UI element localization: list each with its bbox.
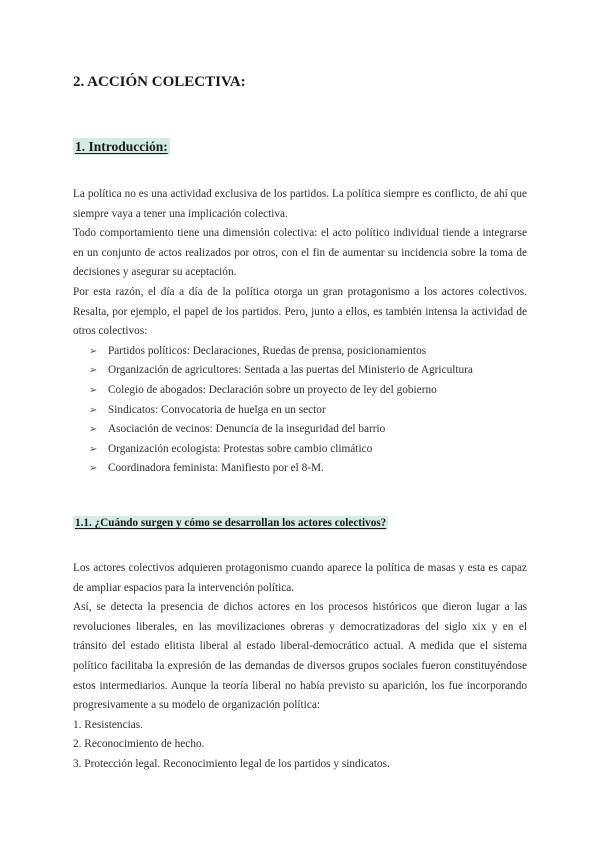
sub-paragraph: Así, se detecta la presencia de dichos actores en los procesos históricos que dieron lugar a las revoluciones liberales, en las movilizaciones obreras y democratizadoras del siglo xix y en el tránsito del estado elitista liberal al estado liberal-democrático actual. A medida que el sistema político facilitaba la expresión de las demandas de diversos grupos sociales fueron constituyéndose estos intermediarios. Aunque la teoría liberal no había previsto su aparición, los fue incorporando progresivamente a su modelo de organización política: <box>73 601 527 712</box>
sub-paragraph: Los actores colectivos adquieren protagonismo cuando aparece la política de masas y esta es capaz de ampliar espacios para la intervención política. <box>73 562 527 594</box>
numbered-item: 1. Resistencias. <box>73 718 143 731</box>
collectives-list <box>73 342 527 479</box>
list-item <box>73 381 527 401</box>
sub-heading-text: 1.1. ¿Cuándo surgen y cómo se desarrollan los actores colectivos? <box>75 517 387 529</box>
intro-heading-text: 1. Introducción: <box>75 139 168 154</box>
list-item <box>73 361 527 381</box>
list-item <box>73 440 527 460</box>
arrow-bullet-icon: ➢ <box>89 384 98 396</box>
list-item <box>73 420 527 440</box>
sub-heading <box>73 517 388 529</box>
section-title-text: 2. ACCIÓN COLECTIVA: <box>73 74 246 90</box>
numbered-item: 3. Protección legal. Reconocimiento legal de los partidos y sindicatos. <box>73 757 390 770</box>
section-title <box>73 74 246 91</box>
intro-paragraph: La política no es una actividad exclusiva de los partidos. La política siempre es conflicto, de ahí que siempre vaya a tener una implicación colectiva. <box>73 188 527 220</box>
list-item-text: Partidos políticos: Declaraciones, Ruedas de prensa, posicionamientos <box>108 344 427 357</box>
intro-heading <box>73 139 170 155</box>
arrow-bullet-icon: ➢ <box>89 424 98 436</box>
arrow-bullet-icon: ➢ <box>89 443 98 455</box>
subsection <box>73 559 527 775</box>
numbered-item: 2. Reconocimiento de hecho. <box>73 738 205 751</box>
list-item-text: Sindicatos: Convocatoria de huelga en un sector <box>108 403 326 416</box>
list-item-text: Organización ecologista: Protestas sobre cambio climático <box>108 442 373 455</box>
list-item-text: Colegio de abogados: Declaración sobre un proyecto de ley del gobierno <box>108 383 437 396</box>
intro-paragraph: Todo comportamiento tiene una dimensión colectiva: el acto político individual tiende a integrarse en un conjunto de actos realizados por otros, con el fin de aumentar su incidencia sobre la toma de decisiones y asegurar su aceptación. <box>73 227 527 279</box>
arrow-bullet-icon: ➢ <box>89 404 98 416</box>
list-item-text: Asociación de vecinos: Denuncia de la inseguridad del barrio <box>108 423 386 436</box>
list-item <box>73 342 527 362</box>
numbered-list <box>73 716 527 775</box>
arrow-bullet-icon: ➢ <box>89 365 98 377</box>
list-item <box>73 401 527 421</box>
arrow-bullet-icon: ➢ <box>89 345 98 357</box>
arrow-bullet-icon: ➢ <box>89 463 98 475</box>
list-item-text: Coordinadora feminista: Manifiesto por el 8-M. <box>108 462 324 475</box>
intro-section <box>73 185 527 479</box>
list-item <box>73 459 527 479</box>
list-item-text: Organización de agricultores: Sentada a las puertas del Ministerio de Agricultura <box>108 364 473 377</box>
intro-paragraph: Por esta razón, el día a día de la política otorga un gran protagonismo a los actores colectivos. Resalta, por ejemplo, el papel de los partidos. Pero, junto a ellos, es también intensa la actividad de otros colectivos: <box>73 285 527 338</box>
